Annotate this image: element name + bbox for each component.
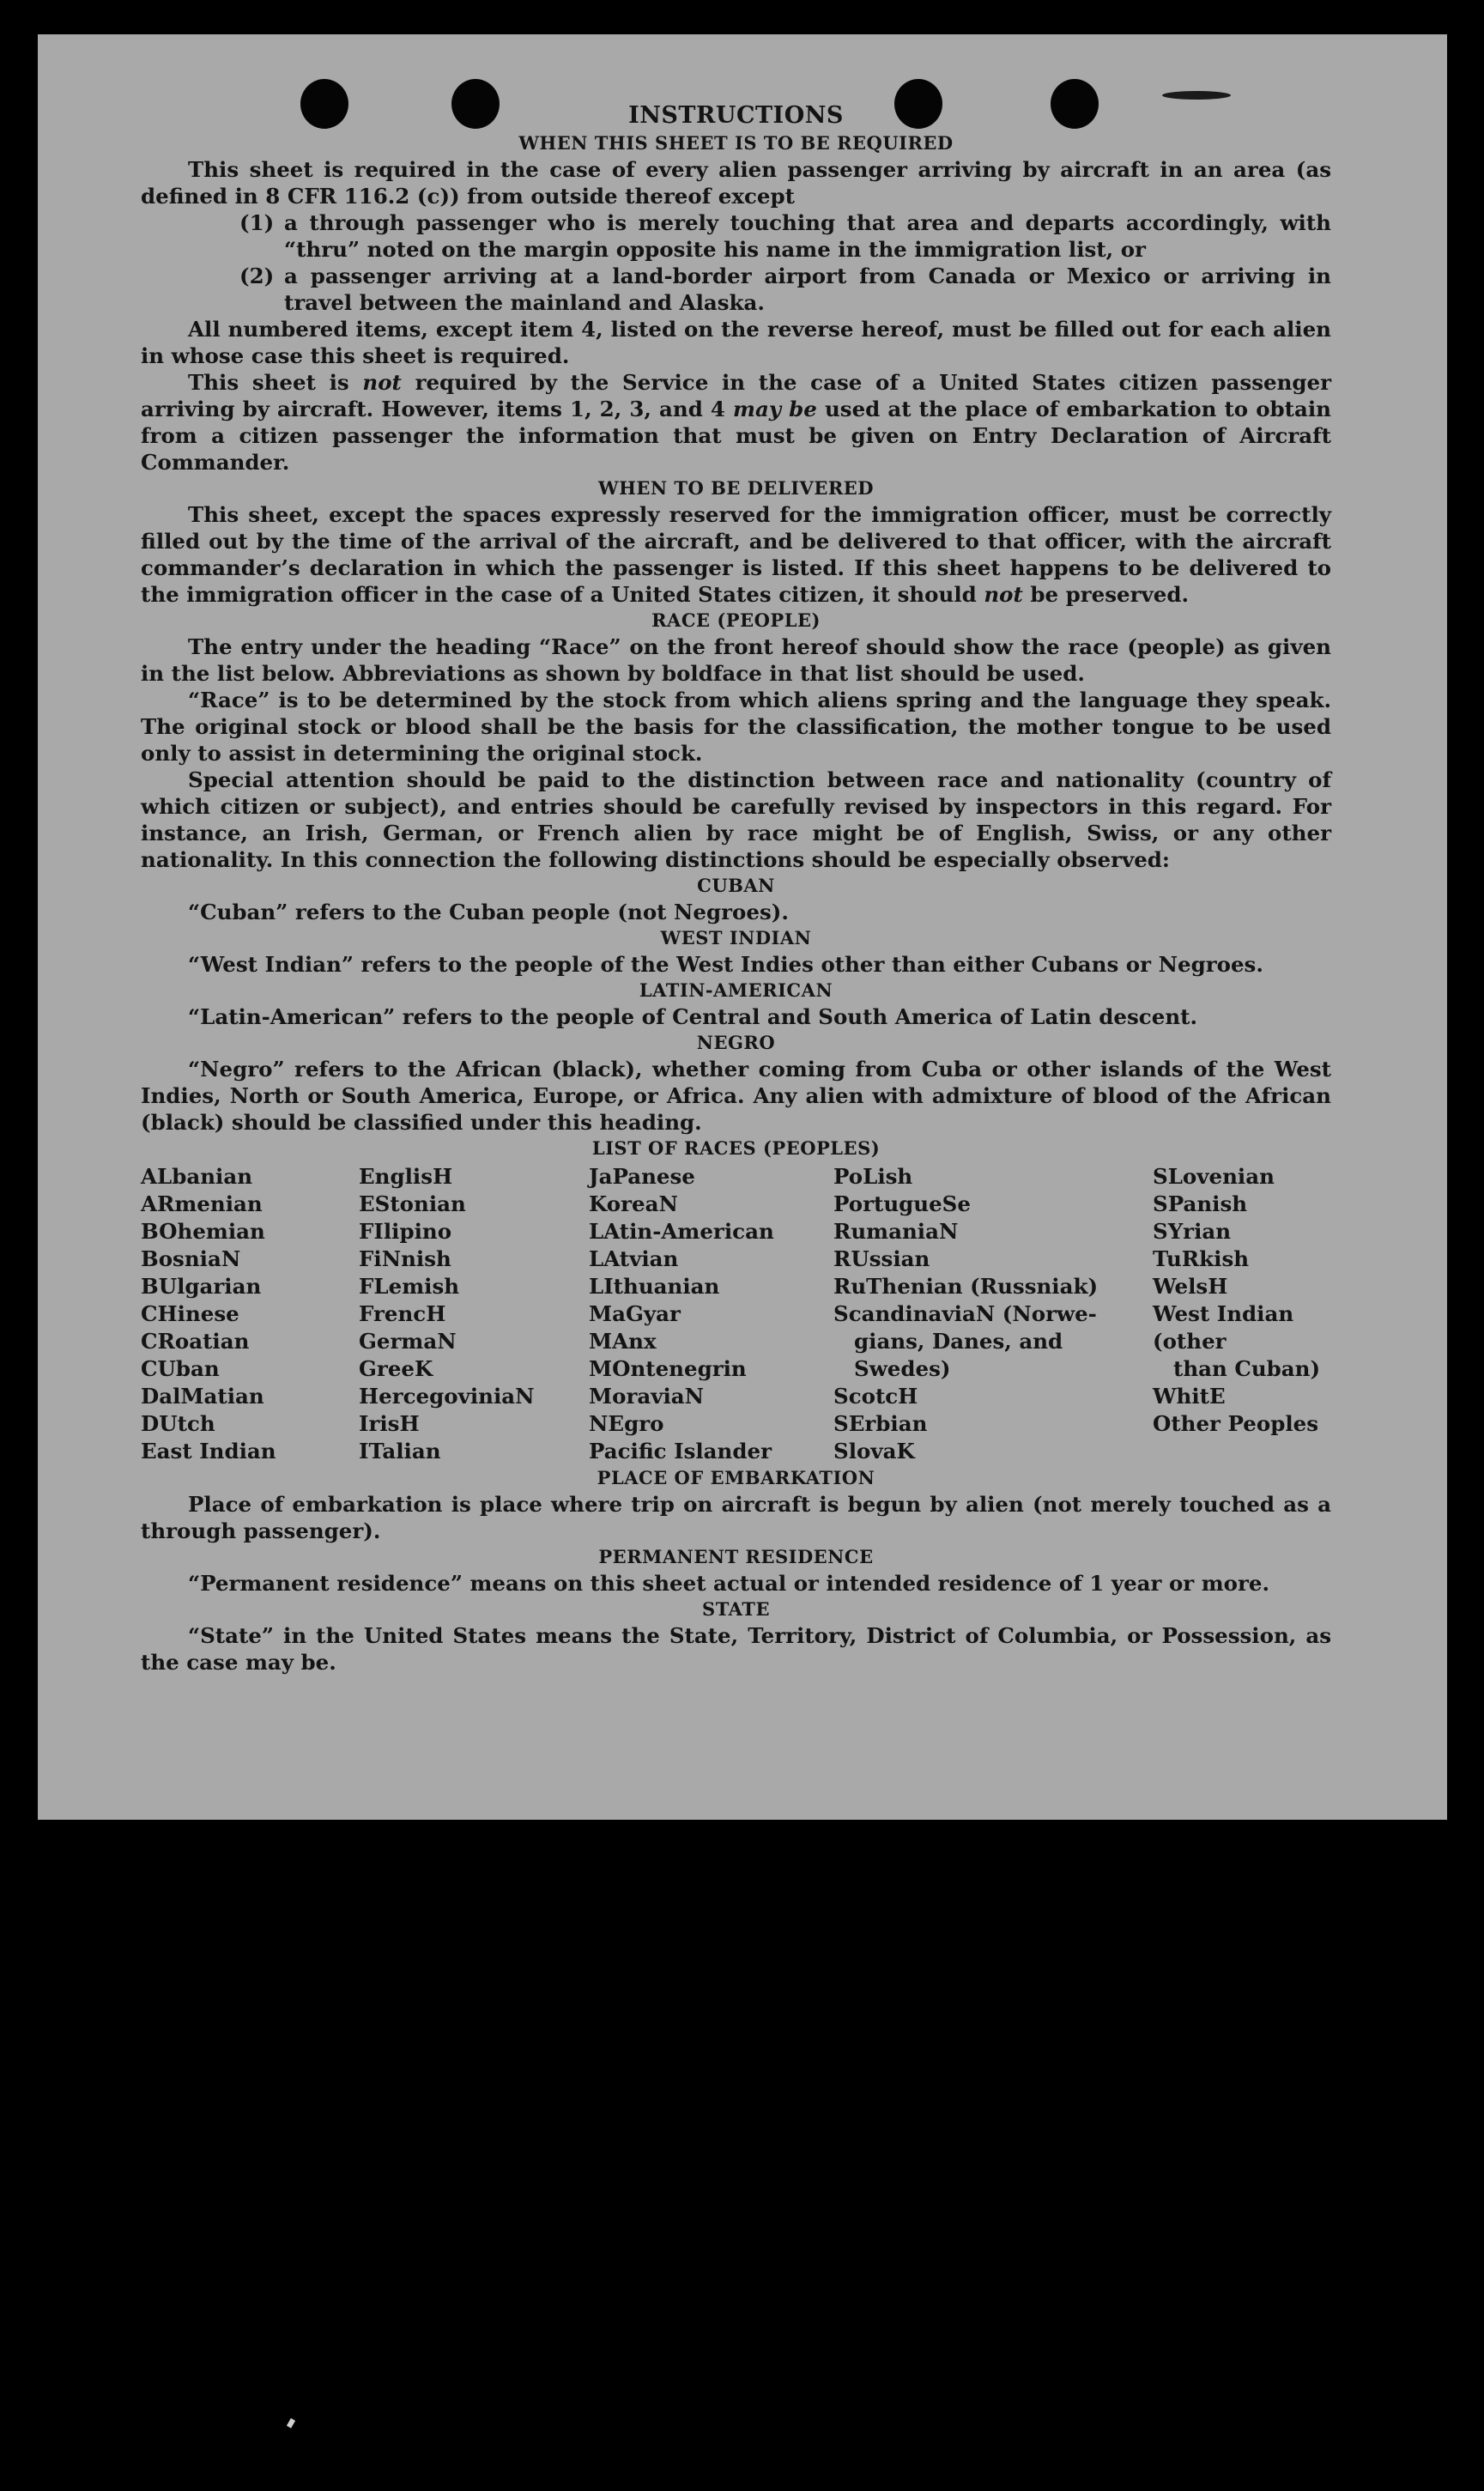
race-entry: PoLish xyxy=(833,1164,913,1189)
race-entry: gians, Danes, and xyxy=(854,1329,1063,1354)
exception-text: a through passenger who is merely touching that area and departs accordingly, with “thru” noted on the margin opposite his name in the immigration list, or xyxy=(284,210,1331,262)
race-entry: KoreaN xyxy=(589,1191,678,1216)
section-heading-races-list: LIST OF RACES (PEOPLES) xyxy=(591,1137,881,1159)
exception-number: (1) xyxy=(239,210,275,235)
race-entry: ITalian xyxy=(359,1439,441,1464)
section-heading-negro: NEGRO xyxy=(696,1032,776,1053)
race-entry: IrisH xyxy=(359,1411,420,1436)
embarkation-text: Place of embarkation is place where trip on aircraft is begun by alien (not merely touched as a through passenger). xyxy=(141,1492,1331,1543)
race-entry: NEgro xyxy=(589,1411,664,1436)
ink-smudge xyxy=(1162,91,1231,100)
negro-text: “Negro” refers to the African (black), whether coming from Cuba or other islands of the West Indies, North or South America, Europe, or Africa. Any alien with admixture of blood of the African (black) should be classified under this heading. xyxy=(141,1057,1331,1135)
race-entry: MaGyar xyxy=(589,1301,681,1326)
race-paragraph: “Race” is to be determined by the stock from which aliens spring and the language they speak. The original stock or blood shall be the basis for the classification, the mother tongue to be used only to assist in determining the original stock. xyxy=(141,688,1331,766)
race-entry: SlovaK xyxy=(833,1439,915,1464)
race-entry: LAtin-American xyxy=(589,1219,774,1244)
race-entry: HercegoviniaN xyxy=(359,1384,535,1409)
exception-number: (2) xyxy=(239,264,275,288)
page-title: INSTRUCTIONS xyxy=(628,102,844,129)
section-heading-residence: PERMANENT RESIDENCE xyxy=(598,1546,874,1567)
race-entry: CHinese xyxy=(141,1301,239,1326)
punch-hole xyxy=(894,79,942,129)
race-entry: Swedes) xyxy=(854,1356,951,1381)
race-paragraph: Special attention should be paid to the distinction between race and nationality (country of which citizen or subject), and entries should be carefully revised by inspectors in this regard. For instance, an Irish, German, or French alien by race might be of English, Swiss, or any other nationality. In this connection the following distinctions should be especially observed: xyxy=(141,767,1331,872)
section-heading-state: STATE xyxy=(702,1598,770,1620)
race-entry: BosniaN xyxy=(141,1246,241,1271)
race-entry: SLovenian xyxy=(1153,1164,1275,1189)
races-list xyxy=(141,1163,1331,1465)
race-entry: East Indian xyxy=(141,1439,276,1464)
race-entry: WhitE xyxy=(1153,1384,1226,1409)
race-entry: CUban xyxy=(141,1356,220,1381)
delivered-text-part: be preserved. xyxy=(1030,582,1189,607)
race-entry: BOhemian xyxy=(141,1219,265,1244)
section-heading-west-indian: WEST INDIAN xyxy=(660,927,812,949)
citizen-note-part: This sheet is xyxy=(188,370,349,395)
exception-item xyxy=(141,263,1331,316)
race-entry: MAnx xyxy=(589,1329,657,1354)
section-heading-delivered: WHEN TO BE DELIVERED xyxy=(597,477,874,499)
race-entry: DalMatian xyxy=(141,1384,264,1409)
race-entry: Pacific Islander xyxy=(589,1439,772,1464)
exception-text: a passenger arriving at a land-border airport from Canada or Mexico or arriving in travel between the mainland and Alaska. xyxy=(284,264,1331,315)
section-heading-required: WHEN THIS SHEET IS TO BE REQUIRED xyxy=(518,132,954,154)
race-entry: DUtch xyxy=(141,1411,215,1436)
scan-speck xyxy=(287,2418,295,2428)
race-entry: West Indian (other xyxy=(1153,1301,1294,1354)
race-entry: LIthuanian xyxy=(589,1274,720,1299)
race-entry: FrencH xyxy=(359,1301,446,1326)
race-entry: PortugueSe xyxy=(833,1191,971,1216)
race-entry: SErbian xyxy=(833,1411,928,1436)
punch-hole xyxy=(1051,79,1099,129)
race-entry: ScandinaviaN (Norwe- xyxy=(833,1301,1097,1326)
required-intro: This sheet is required in the case of every alien passenger arriving by aircraft in an area (as defined in 8 CFR 116.2 (c)) from outside thereof except xyxy=(141,157,1331,209)
race-entry: SPanish xyxy=(1153,1191,1248,1216)
citizen-note-emphasis: not xyxy=(362,370,402,395)
citizen-note-part: required by the Service in the case of a United States citizen passenger arriving by aircraft. However, items 1, 2, 3, and 4 xyxy=(141,370,1332,421)
race-entry: BUlgarian xyxy=(141,1274,262,1299)
latin-american-text: “Latin-American” refers to the people of Central and South America of Latin descent. xyxy=(188,1004,1197,1029)
residence-text: “Permanent residence” means on this sheet actual or intended residence of 1 year or more. xyxy=(188,1571,1270,1596)
west-indian-text: “West Indian” refers to the people of the West Indies other than either Cubans or Negroes. xyxy=(188,952,1263,977)
race-entry: ALbanian xyxy=(141,1164,253,1189)
race-paragraph: The entry under the heading “Race” on the front hereof should show the race (people) as given in the list below. Abbreviations as shown by boldface in that list should be used. xyxy=(141,634,1331,686)
race-entry: RumaniaN xyxy=(833,1219,959,1244)
races-column xyxy=(359,1163,589,1465)
punch-hole xyxy=(451,79,500,129)
race-entry: Other Peoples xyxy=(1153,1411,1319,1436)
race-entry: WelsH xyxy=(1153,1274,1228,1299)
delivered-text xyxy=(141,501,1331,608)
race-entry: FiNnish xyxy=(359,1246,451,1271)
exception-item xyxy=(141,209,1331,263)
race-entry: LAtvian xyxy=(589,1246,679,1271)
race-entry: RuThenian (Russniak) xyxy=(833,1274,1099,1299)
race-entry: ARmenian xyxy=(141,1191,263,1216)
race-entry: JaPanese xyxy=(589,1164,695,1189)
race-entry: than Cuban) xyxy=(1173,1356,1321,1381)
document-sheet xyxy=(38,34,1447,1820)
section-heading-cuban: CUBAN xyxy=(697,875,775,896)
race-entry: TuRkish xyxy=(1153,1246,1250,1271)
race-entry: EStonian xyxy=(359,1191,466,1216)
race-entry: SYrian xyxy=(1153,1219,1232,1244)
races-column xyxy=(833,1163,1153,1465)
punch-hole xyxy=(300,79,348,129)
citizen-note-part: used at the place of embarkation to obtain from a citizen passenger the information that must be given on Entry Declaration of Aircraft Commander. xyxy=(141,397,1331,475)
race-entry: FLemish xyxy=(359,1274,460,1299)
race-entry: CRoatian xyxy=(141,1329,250,1354)
races-column xyxy=(141,1163,359,1465)
race-entry: RUssian xyxy=(833,1246,930,1271)
section-heading-embarkation: PLACE OF EMBARKATION xyxy=(597,1467,875,1488)
numbered-items-note: All numbered items, except item 4, listed on the reverse hereof, must be filled out for each alien in whose case this sheet is required. xyxy=(141,317,1331,368)
cuban-text: “Cuban” refers to the Cuban people (not Negroes). xyxy=(188,900,789,924)
citizen-note-emphasis: may be xyxy=(733,397,817,421)
races-column xyxy=(1153,1163,1331,1465)
section-heading-race: RACE (PEOPLE) xyxy=(651,609,821,631)
race-entry: MOntenegrin xyxy=(589,1356,747,1381)
race-entry: EnglisH xyxy=(359,1164,453,1189)
race-entry: GermaN xyxy=(359,1329,457,1354)
races-column xyxy=(589,1163,833,1465)
citizen-note xyxy=(141,369,1331,476)
race-entry: ScotcH xyxy=(833,1384,918,1409)
delivered-text-part: This sheet, except the spaces expressly reserved for the immigration officer, must be correctly filled out by the time of the arrival of the aircraft, and be delivered to that officer, with the aircraft commander’s declaration in which the passenger is listed. If this sheet happens to be delivered to the immigration officer in the case of a United States citizen, it should xyxy=(141,502,1331,607)
race-entry: GreeK xyxy=(359,1356,433,1381)
state-text: “State” in the United States means the State, Territory, District of Columbia, or Possession, as the case may be. xyxy=(141,1623,1331,1675)
delivered-text-emphasis: not xyxy=(984,582,1023,607)
race-entry: FIlipino xyxy=(359,1219,452,1244)
race-entry: MoraviaN xyxy=(589,1384,705,1409)
section-heading-latin-american: LATIN-AMERICAN xyxy=(639,979,833,1001)
